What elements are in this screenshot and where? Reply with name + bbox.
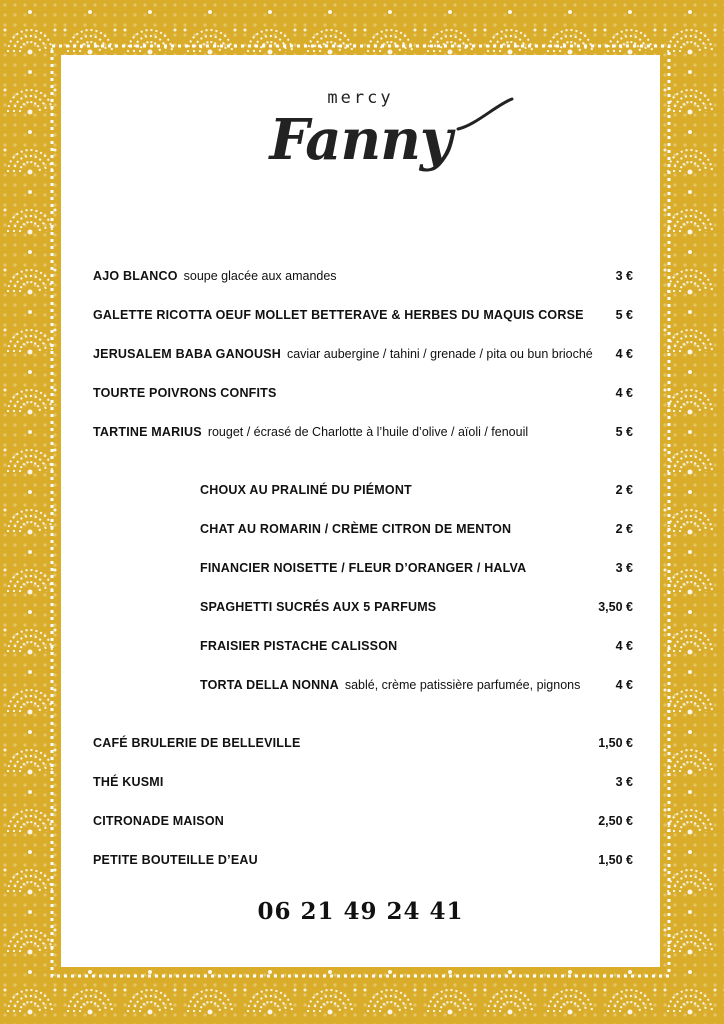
menu-item-name: SPAGHETTI SUCRÉS AUX 5 PARFUMS <box>200 600 437 614</box>
menu-item <box>93 305 584 325</box>
menu-item-name: FINANCIER NOISETTE / FLEUR D’ORANGER / HALVA <box>200 561 527 575</box>
menu-item-price: 5 € <box>615 308 633 322</box>
menu-item-description: rouget / écrasé de Charlotte à l’huile d’olive / aïoli / fenouil <box>207 425 529 439</box>
menu-item-price: 2 € <box>615 483 633 497</box>
menu-item <box>93 850 258 870</box>
menu-item-price: 3 € <box>615 269 633 283</box>
menu-item-name: CHAT AU ROMARIN / CRÈME CITRON DE MENTON <box>200 522 512 536</box>
menu-item <box>200 519 511 539</box>
menu-item-name: GALETTE RICOTTA OEUF MOLLET BETTERAVE & HERBES DU MAQUIS CORSE <box>93 308 584 322</box>
menu-item-name: PETITE BOUTEILLE D’EAU <box>93 853 258 867</box>
menu-item <box>200 597 436 617</box>
menu-item <box>93 266 337 286</box>
menu-item-name: CITRONADE MAISON <box>93 814 224 828</box>
menu-item <box>93 772 164 792</box>
menu-item-name: JERUSALEM BABA GANOUSH <box>93 347 281 361</box>
menu-item <box>93 344 593 364</box>
menu-item-name: CHOUX AU PRALINÉ DU PIÉMONT <box>200 483 412 497</box>
menu-item-price: 4 € <box>615 386 633 400</box>
menu-item-name: AJO BLANCO <box>93 269 178 283</box>
menu-item-price: 1,50 € <box>598 736 633 750</box>
menu-item-price: 3,50 € <box>598 600 633 614</box>
menu-item-name: FRAISIER PISTACHE CALISSON <box>200 639 398 653</box>
menu-item-name: TOURTE POIVRONS CONFITS <box>93 386 277 400</box>
menu-item-description: soupe glacée aux amandes <box>183 269 337 283</box>
menu-item-description: sablé, crème patissière parfumée, pignons <box>344 678 581 692</box>
menu-item <box>200 675 580 695</box>
menu-item <box>200 480 412 500</box>
menu-item <box>93 383 277 403</box>
menu-item-price: 2 € <box>615 522 633 536</box>
menu-item-name: CAFÉ BRULERIE DE BELLEVILLE <box>93 736 301 750</box>
menu-item-name: TARTINE MARIUS <box>93 425 202 439</box>
menu-item-price: 4 € <box>615 678 633 692</box>
menu-item-price: 1,50 € <box>598 853 633 867</box>
brand-swash-decoration <box>456 95 516 135</box>
menu-sheet <box>61 55 660 967</box>
brand-logo <box>61 55 660 205</box>
menu-item <box>200 636 397 656</box>
menu-item <box>200 558 526 578</box>
menu-item-name: TORTA DELLA NONNA <box>200 678 339 692</box>
menu-item <box>93 733 301 753</box>
menu-item-price: 5 € <box>615 425 633 439</box>
menu-item-description: caviar aubergine / tahini / grenade / pita ou bun brioché <box>286 347 593 361</box>
menu-item-name: THÉ KUSMI <box>93 775 164 789</box>
menu-item-price: 4 € <box>615 347 633 361</box>
menu-item-price: 3 € <box>615 775 633 789</box>
brand-big-text: Fanny <box>269 107 452 173</box>
phone-number: 06 21 49 24 41 <box>257 898 464 925</box>
menu-item <box>93 422 528 442</box>
brand-small-text: mercy <box>327 88 394 108</box>
menu-item-price: 4 € <box>615 639 633 653</box>
menu-item-price: 2,50 € <box>598 814 633 828</box>
menu-item <box>93 811 224 831</box>
menu-item-price: 3 € <box>615 561 633 575</box>
